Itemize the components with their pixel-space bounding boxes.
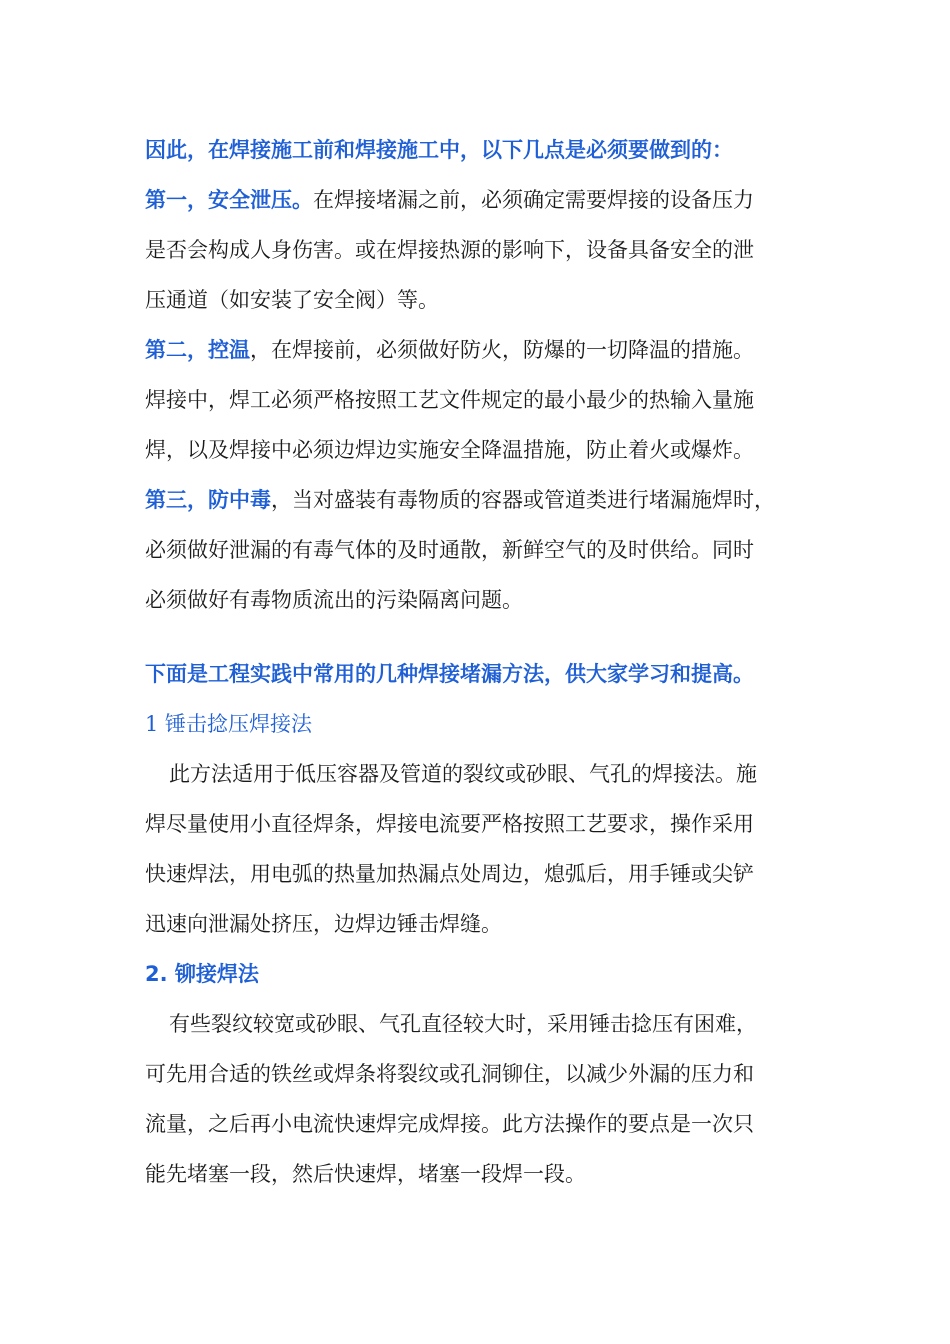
point-2-line-2: 焊接中，焊工必须严格按照工艺文件规定的最小最少的热输入量施 bbox=[145, 388, 754, 412]
section-intro-heading: 下面是工程实践中常用的几种焊接堵漏方法，供大家学习和提高。 bbox=[145, 662, 754, 686]
point-1-line-3: 压通道（如安装了安全阀）等。 bbox=[145, 288, 439, 312]
section-spacer bbox=[145, 630, 825, 654]
method-2-line-3: 流量，之后再小电流快速焊完成焊接。此方法操作的要点是一次只 bbox=[145, 1112, 754, 1136]
point-1-text: 在焊接堵漏之前，必须确定需要焊接的设备压力 bbox=[313, 188, 754, 212]
intro-heading: 因此，在焊接施工前和焊接施工中，以下几点是必须要做到的： bbox=[145, 138, 733, 162]
point-3-line-2: 必须做好泄漏的有毒气体的及时通散，新鲜空气的及时供给。同时 bbox=[145, 538, 754, 562]
point-1-line-1 bbox=[145, 180, 825, 230]
method-1-line-2: 焊尽量使用小直径焊条，焊接电流要严格按照工艺要求，操作采用 bbox=[145, 812, 754, 836]
point-3-text: ，当对盛装有毒物质的容器或管道类进行堵漏施焊时， bbox=[271, 488, 775, 512]
method-2-line-2: 可先用合适的铁丝或焊条将裂纹或孔洞铆住，以减少外漏的压力和 bbox=[145, 1062, 754, 1086]
point-3-line-1 bbox=[145, 480, 825, 530]
method-2-title: 2. 铆接焊法 bbox=[145, 962, 259, 986]
method-1-title: 1 锤击捻压焊接法 bbox=[145, 712, 313, 736]
point-2-label: 第二，控温 bbox=[145, 338, 250, 362]
point-3-label: 第三，防中毒 bbox=[145, 488, 271, 512]
point-2-line-3: 焊，以及焊接中必须边焊边实施安全降温措施，防止着火或爆炸。 bbox=[145, 438, 754, 462]
point-3-line-3: 必须做好有毒物质流出的污染隔离问题。 bbox=[145, 588, 523, 612]
method-2-line-1: 有些裂纹较宽或砂眼、气孔直径较大时，采用锤击捻压有困难， bbox=[169, 1012, 757, 1036]
point-1-line-2: 是否会构成人身伤害。或在焊接热源的影响下，设备具备安全的泄 bbox=[145, 238, 754, 262]
method-2-line-4: 能先堵塞一段，然后快速焊，堵塞一段焊一段。 bbox=[145, 1162, 586, 1186]
method-1-line-4: 迅速向泄漏处挤压，边焊边锤击焊缝。 bbox=[145, 912, 502, 936]
method-1-line-3: 快速焊法，用电弧的热量加热漏点处周边，熄弧后，用手锤或尖铲 bbox=[145, 862, 754, 886]
point-2-line-1 bbox=[145, 330, 825, 380]
point-2-text: ，在焊接前，必须做好防火，防爆的一切降温的措施。 bbox=[250, 338, 754, 362]
method-1-line-1: 此方法适用于低压容器及管道的裂纹或砂眼、气孔的焊接法。施 bbox=[169, 762, 757, 786]
point-1-label: 第一，安全泄压。 bbox=[145, 188, 313, 212]
document-body bbox=[145, 130, 825, 1204]
